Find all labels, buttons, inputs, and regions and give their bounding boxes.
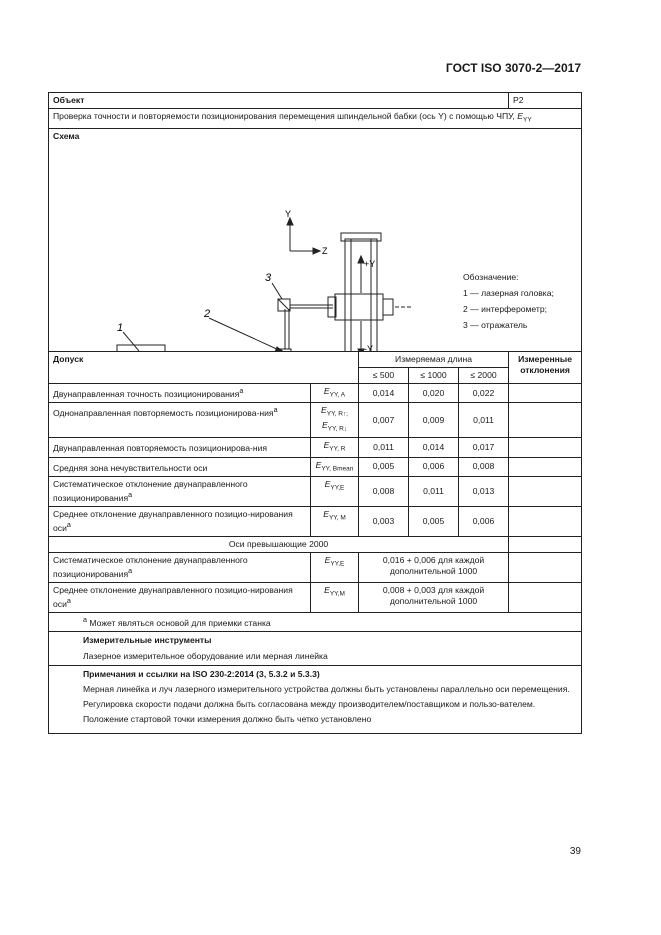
measured-deviations-header: Измеренные отклонения: [509, 351, 582, 383]
tolerance-label: Допуск: [49, 351, 359, 383]
object-code: P2: [509, 93, 582, 109]
legend-item-3: 3 — отражатель: [463, 319, 528, 330]
measured-cell: [509, 507, 582, 537]
callout-2: 2: [204, 307, 211, 320]
test-card: [48, 92, 581, 734]
table-row: Однонаправленная повторяемость позиционирова-ния$^a$ $E_{YY, R↑;}$ $E_{YY, R↓}$ 0,007 0,009 0,011: [49, 403, 582, 437]
notes-label: Примечания и ссылки на ISO 230-2:2014 (3, 5.3.2 и 5.3.3): [83, 668, 320, 679]
table-row: Систематическое отклонение двунаправленного позиционирования$^a$ $E_{YY,E}$ 0,016 + 0,006 для каждой дополнительной 1000: [49, 553, 582, 583]
measured-cell: [509, 477, 582, 507]
table-row: Среднее отклонение двунаправленного позицио-нирования оси$^a$ $E_{YY,M}$ 0,008 + 0,003 для каждой дополнительной 1000: [49, 582, 582, 612]
minus-y-label: -Y: [364, 343, 373, 351]
test-table: [48, 92, 582, 734]
scheme-cell: [49, 128, 582, 351]
table-row: Двунаправленная точность позиционирования$^a$ $E_{YY, A}$ 0,014 0,020 0,022: [49, 383, 582, 403]
axis-z-label: Z: [322, 245, 328, 256]
instruments-text: Лазерное измерительное оборудование или мерная линейка: [83, 650, 328, 661]
measured-cell: [509, 437, 582, 457]
exceeding-header-row: [49, 537, 582, 553]
note-paragraph-3: Положение стартовой точки измерения должно быть четко установлено: [83, 713, 372, 724]
measured-cell: [509, 403, 582, 437]
note-paragraph-1: Мерная линейка и луч лазерного измерительного устройства должны быть установлены параллельно оси перемещения.: [83, 683, 570, 694]
length-col-2000: ≤ 2000: [459, 367, 509, 383]
legend-title: Обозначение:: [463, 271, 519, 282]
table-row: Средняя зона нечувствительности оси $E_{YY, Bmean}$ 0,005 0,006 0,008: [49, 457, 582, 477]
measured-cell: [509, 582, 582, 612]
exceeding-label: Оси превышающие 2000: [49, 537, 509, 553]
tolerance-header-row: [49, 351, 582, 367]
instruments-row: [49, 631, 582, 665]
laser-head: [109, 345, 174, 351]
footnote-row: [49, 612, 582, 631]
page-number: 39: [569, 846, 581, 857]
scheme-label: Схема: [53, 130, 80, 141]
measured-length-header: Измеряемая длина: [359, 351, 509, 367]
object-row: [49, 93, 582, 109]
callout-3: 3: [265, 271, 272, 284]
scheme-row: [49, 128, 582, 351]
measured-cell: [509, 383, 582, 403]
table-row: Среднее отклонение двунаправленного позицио-нирования оси$^a$ $E_{YY, M}$ 0,003 0,005 0,006: [49, 507, 582, 537]
object-label: Объект: [49, 93, 509, 109]
object-description: Проверка точности и повторяемости позиционирования перемещения шпиндельной бабки (ось Y) с помощью ЧПУ, $E_{YY}$: [49, 109, 582, 129]
spindle-head: [328, 294, 411, 320]
legend-item-2: 2 — интерферометр;: [463, 303, 548, 314]
legend: [463, 269, 554, 333]
document-id: ГОСТ ISO 3070-2—2017: [445, 61, 581, 75]
length-col-1000: ≤ 1000: [409, 367, 459, 383]
length-col-500: ≤ 500: [359, 367, 409, 383]
measured-cell: [509, 553, 582, 583]
callout-1: 1: [117, 321, 124, 334]
instruments-label: Измерительные инструменты: [83, 634, 212, 645]
notes-row: [49, 665, 582, 733]
axis-indicator: [287, 218, 320, 254]
measured-cell: [509, 457, 582, 477]
table-row: Систематическое отклонение двунаправленного позиционирования$^a$ $E_{YY,E}$ 0,008 0,011 0,013: [49, 477, 582, 507]
note-paragraph-2: Регулировка скорости подачи должна быть согласована между производителем/поставщиком и пользо-вателем.: [83, 698, 536, 709]
plus-y-label: +Y: [364, 258, 376, 269]
table-row: Двунаправленная повторяемость позиционирова-ния $E_{YY, R}$ 0,011 0,014 0,017: [49, 437, 582, 457]
object-description-row: [49, 109, 582, 129]
axis-y-label: Y: [285, 208, 292, 219]
legend-item-1: 1 — лазерная головка;: [463, 287, 554, 298]
footnote: $^a$ Может являться основой для приемки станка: [49, 612, 582, 631]
